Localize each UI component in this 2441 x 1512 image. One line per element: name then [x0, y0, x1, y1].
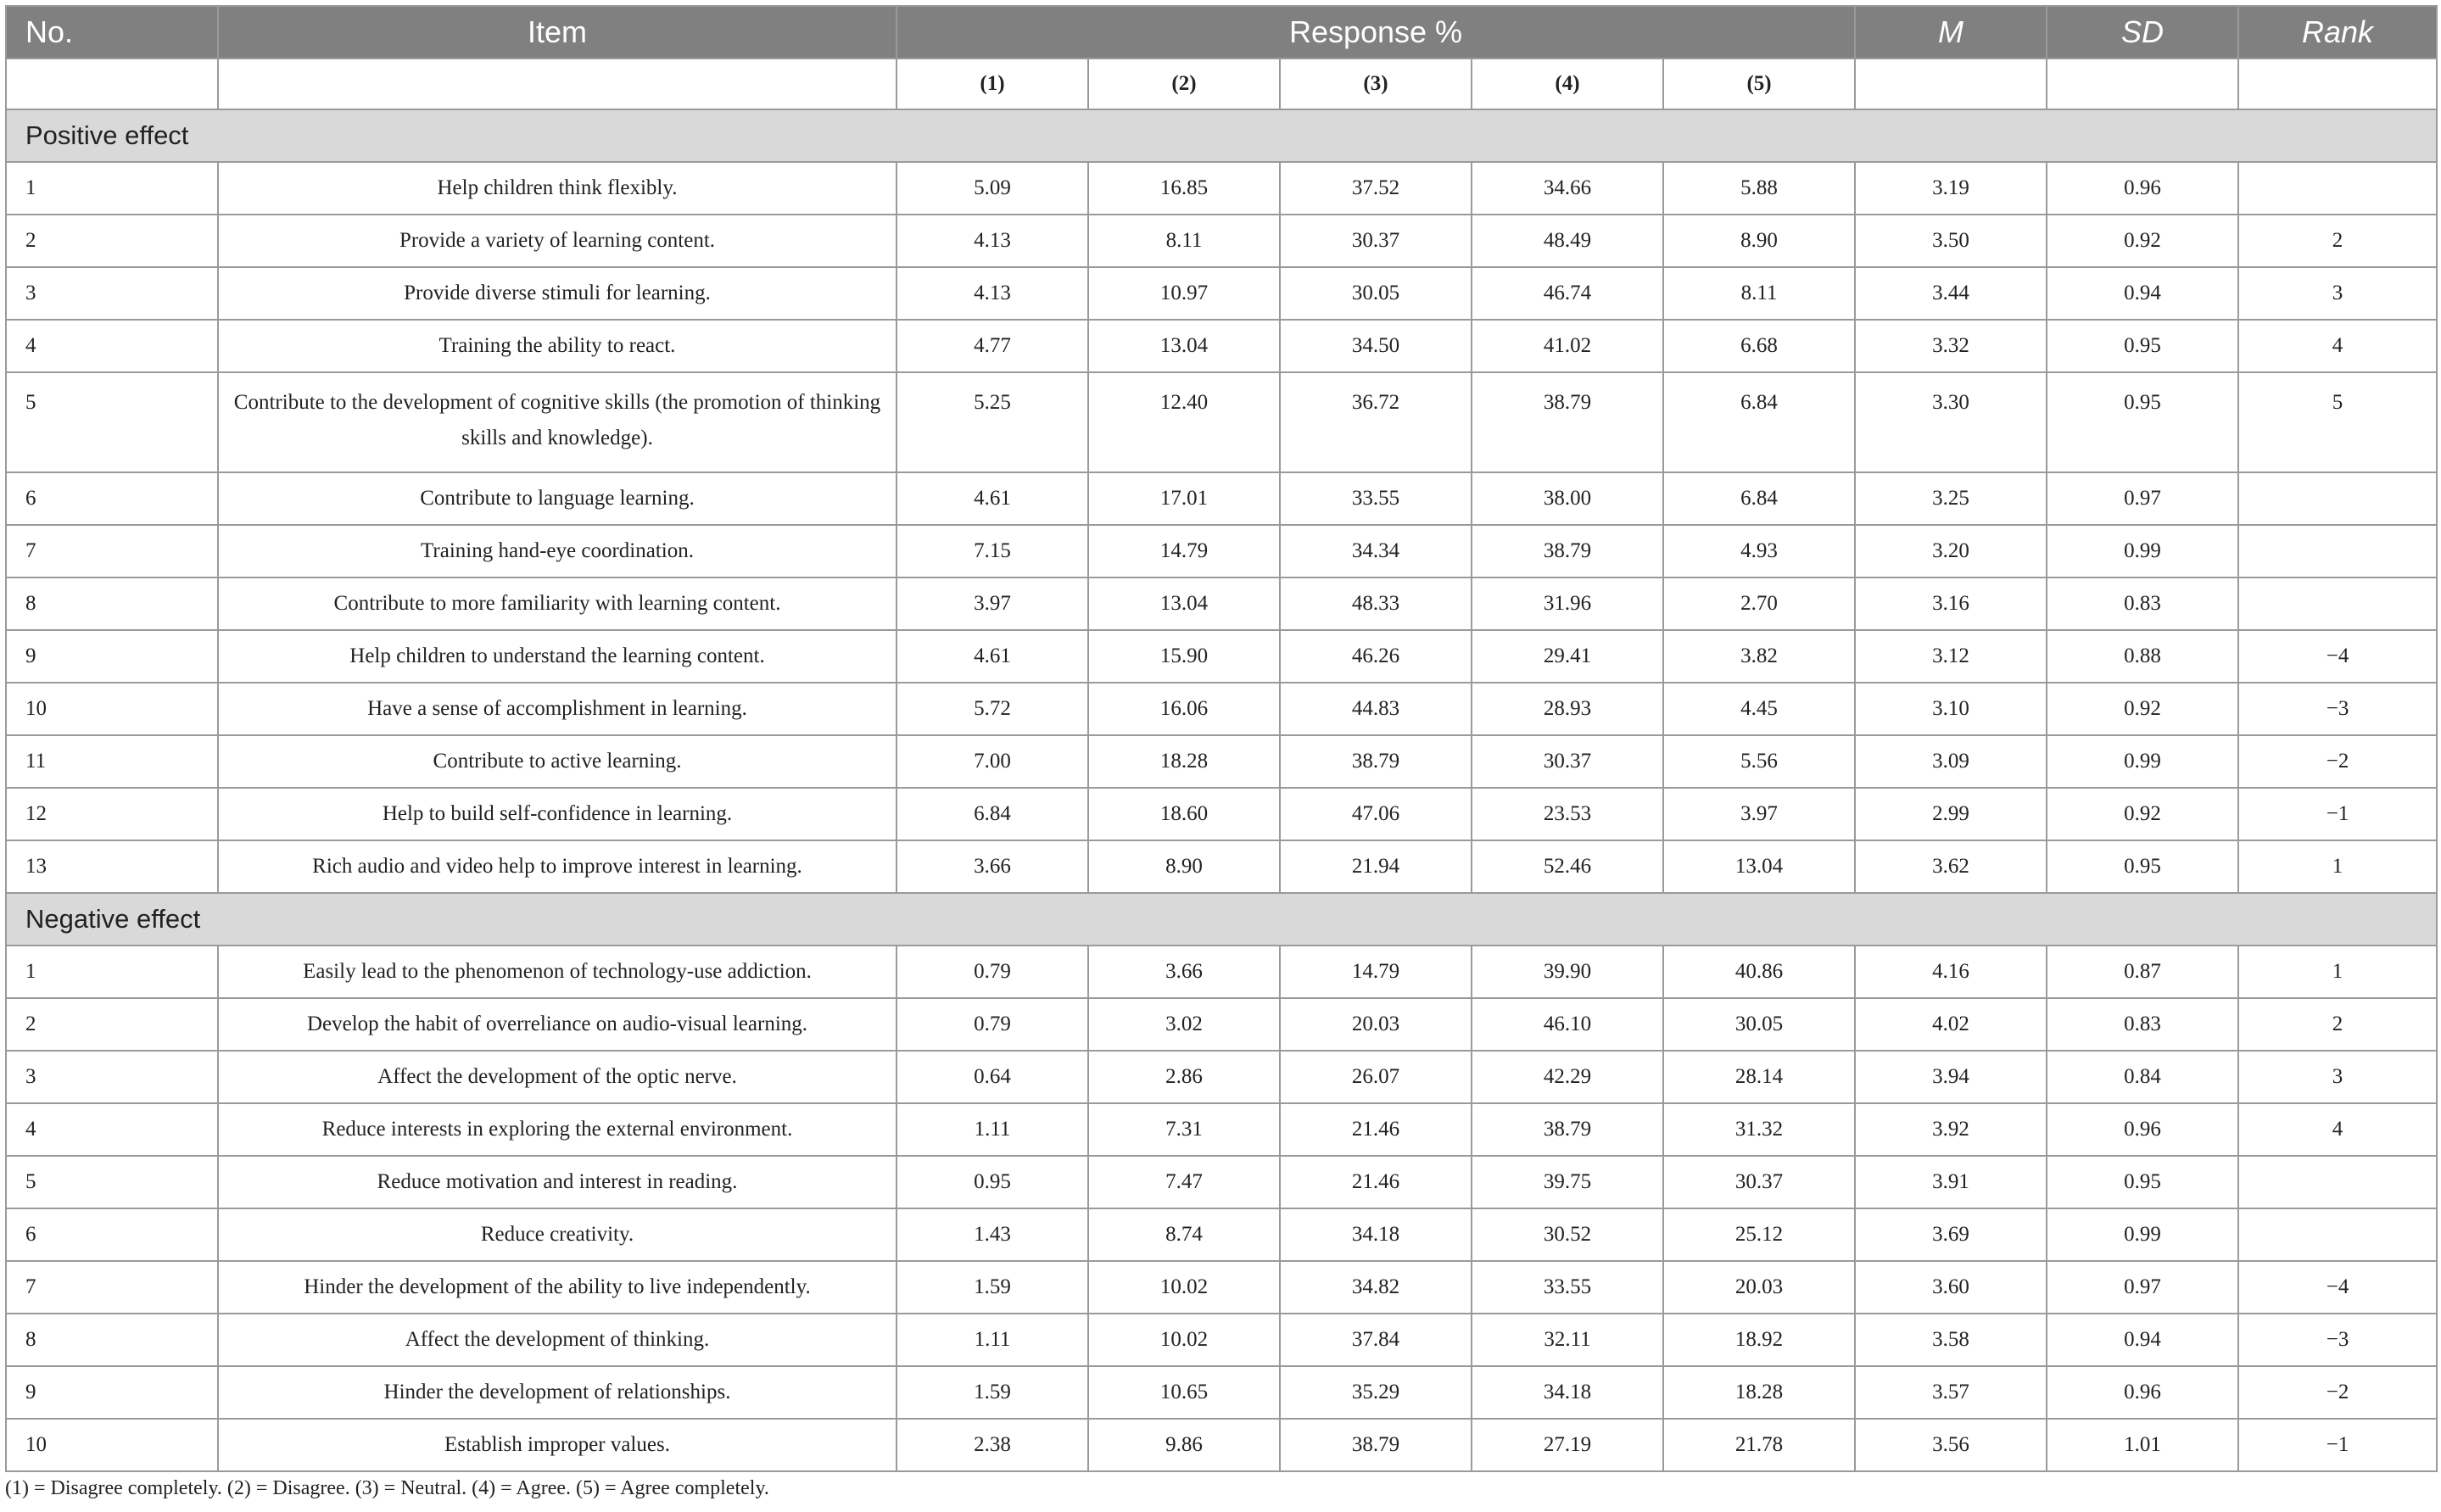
cell-response-4: 38.79 — [1472, 525, 1663, 577]
cell-response-4: 34.66 — [1472, 162, 1663, 215]
cell-item: Establish improper values. — [218, 1419, 897, 1471]
cell-sd: 0.95 — [2047, 1156, 2238, 1208]
subheader-empty — [1855, 59, 2047, 109]
cell-no: 6 — [6, 1208, 218, 1261]
table-row — [6, 735, 2437, 788]
subheader-2: (2) — [1088, 59, 1280, 109]
cell-response-3: 20.03 — [1280, 998, 1472, 1051]
cell-response-5: 8.90 — [1663, 215, 1855, 267]
subheader-row — [6, 59, 2437, 109]
cell-sd: 0.95 — [2047, 840, 2238, 893]
cell-sd: 0.96 — [2047, 1366, 2238, 1419]
cell-response-3: 34.50 — [1280, 320, 1472, 372]
cell-response-2: 8.74 — [1088, 1208, 1280, 1261]
cell-response-1: 4.61 — [897, 472, 1088, 525]
subheader-5: (5) — [1663, 59, 1855, 109]
cell-no: 10 — [6, 1419, 218, 1471]
cell-item: Contribute to more familiarity with learning content. — [218, 577, 897, 630]
cell-sd: 0.84 — [2047, 1051, 2238, 1103]
cell-mean: 3.19 — [1855, 162, 2047, 215]
cell-response-5: 40.86 — [1663, 946, 1855, 998]
cell-item: Contribute to active learning. — [218, 735, 897, 788]
cell-rank: −4 — [2238, 630, 2437, 683]
cell-sd: 0.95 — [2047, 372, 2238, 472]
cell-response-5: 30.05 — [1663, 998, 1855, 1051]
cell-response-1: 1.59 — [897, 1366, 1088, 1419]
cell-rank: −2 — [2238, 1366, 2437, 1419]
cell-no: 5 — [6, 1156, 218, 1208]
cell-response-1: 7.15 — [897, 525, 1088, 577]
cell-sd: 0.96 — [2047, 162, 2238, 215]
section-title: Positive effect — [6, 109, 2437, 162]
cell-no: 2 — [6, 215, 218, 267]
cell-response-3: 48.33 — [1280, 577, 1472, 630]
table-row — [6, 1156, 2437, 1208]
cell-response-2: 9.86 — [1088, 1419, 1280, 1471]
cell-response-4: 31.96 — [1472, 577, 1663, 630]
cell-response-2: 10.02 — [1088, 1314, 1280, 1366]
cell-no: 10 — [6, 683, 218, 735]
cell-no: 7 — [6, 1261, 218, 1314]
subheader-empty — [6, 59, 218, 109]
cell-mean: 3.92 — [1855, 1103, 2047, 1156]
cell-response-4: 34.18 — [1472, 1366, 1663, 1419]
cell-rank: 2 — [2238, 215, 2437, 267]
cell-response-5: 18.92 — [1663, 1314, 1855, 1366]
cell-sd: 0.92 — [2047, 788, 2238, 840]
cell-mean: 3.56 — [1855, 1419, 2047, 1471]
cell-sd: 0.97 — [2047, 1261, 2238, 1314]
cell-mean: 3.44 — [1855, 267, 2047, 320]
cell-response-1: 4.77 — [897, 320, 1088, 372]
cell-mean: 3.62 — [1855, 840, 2047, 893]
cell-response-5: 28.14 — [1663, 1051, 1855, 1103]
cell-response-1: 0.79 — [897, 946, 1088, 998]
table-row — [6, 162, 2437, 215]
cell-response-2: 16.06 — [1088, 683, 1280, 735]
cell-response-2: 13.04 — [1088, 577, 1280, 630]
cell-response-2: 18.28 — [1088, 735, 1280, 788]
cell-response-2: 17.01 — [1088, 472, 1280, 525]
cell-response-3: 46.26 — [1280, 630, 1472, 683]
table-body — [6, 109, 2437, 1471]
cell-response-2: 7.47 — [1088, 1156, 1280, 1208]
cell-mean: 3.25 — [1855, 472, 2047, 525]
cell-response-1: 7.00 — [897, 735, 1088, 788]
cell-response-5: 2.70 — [1663, 577, 1855, 630]
cell-mean: 3.09 — [1855, 735, 2047, 788]
cell-response-2: 16.85 — [1088, 162, 1280, 215]
cell-response-5: 4.45 — [1663, 683, 1855, 735]
cell-item: Reduce interests in exploring the external environment. — [218, 1103, 897, 1156]
table-row — [6, 630, 2437, 683]
cell-response-3: 30.05 — [1280, 267, 1472, 320]
cell-rank — [2238, 1208, 2437, 1261]
cell-mean: 4.16 — [1855, 946, 2047, 998]
cell-rank: 3 — [2238, 1051, 2437, 1103]
cell-response-3: 14.79 — [1280, 946, 1472, 998]
subheader-1: (1) — [897, 59, 1088, 109]
table-row — [6, 267, 2437, 320]
cell-rank: 4 — [2238, 1103, 2437, 1156]
cell-response-3: 21.94 — [1280, 840, 1472, 893]
section-header-row — [6, 109, 2437, 162]
subheader-4: (4) — [1472, 59, 1663, 109]
cell-response-1: 2.38 — [897, 1419, 1088, 1471]
table-row — [6, 1208, 2437, 1261]
cell-response-5: 25.12 — [1663, 1208, 1855, 1261]
table-row — [6, 215, 2437, 267]
cell-response-2: 13.04 — [1088, 320, 1280, 372]
cell-response-3: 37.52 — [1280, 162, 1472, 215]
cell-mean: 3.32 — [1855, 320, 2047, 372]
cell-rank: −1 — [2238, 788, 2437, 840]
cell-mean: 4.02 — [1855, 998, 2047, 1051]
cell-response-4: 46.10 — [1472, 998, 1663, 1051]
cell-sd: 0.94 — [2047, 267, 2238, 320]
cell-response-2: 2.86 — [1088, 1051, 1280, 1103]
cell-response-2: 8.90 — [1088, 840, 1280, 893]
cell-item: Affect the development of thinking. — [218, 1314, 897, 1366]
cell-no: 3 — [6, 1051, 218, 1103]
cell-no: 5 — [6, 372, 218, 472]
cell-item: Easily lead to the phenomenon of technology-use addiction. — [218, 946, 897, 998]
cell-response-3: 38.79 — [1280, 1419, 1472, 1471]
table-row — [6, 320, 2437, 372]
cell-no: 4 — [6, 320, 218, 372]
table-row — [6, 1261, 2437, 1314]
table-row — [6, 472, 2437, 525]
cell-response-3: 21.46 — [1280, 1103, 1472, 1156]
cell-response-1: 4.13 — [897, 267, 1088, 320]
cell-rank: 1 — [2238, 840, 2437, 893]
cell-item: Develop the habit of overreliance on audio-visual learning. — [218, 998, 897, 1051]
cell-response-4: 46.74 — [1472, 267, 1663, 320]
cell-response-5: 3.82 — [1663, 630, 1855, 683]
cell-sd: 0.92 — [2047, 683, 2238, 735]
cell-response-1: 0.64 — [897, 1051, 1088, 1103]
cell-response-4: 30.37 — [1472, 735, 1663, 788]
cell-response-1: 0.95 — [897, 1156, 1088, 1208]
cell-response-3: 38.79 — [1280, 735, 1472, 788]
cell-response-2: 8.11 — [1088, 215, 1280, 267]
cell-item: Reduce creativity. — [218, 1208, 897, 1261]
table-row — [6, 1103, 2437, 1156]
cell-response-4: 30.52 — [1472, 1208, 1663, 1261]
cell-mean: 3.12 — [1855, 630, 2047, 683]
cell-response-2: 10.97 — [1088, 267, 1280, 320]
cell-item: Provide a variety of learning content. — [218, 215, 897, 267]
cell-rank: −1 — [2238, 1419, 2437, 1471]
header-no: No. — [6, 6, 218, 59]
cell-response-4: 27.19 — [1472, 1419, 1663, 1471]
cell-mean: 3.10 — [1855, 683, 2047, 735]
cell-sd: 0.99 — [2047, 735, 2238, 788]
cell-response-1: 6.84 — [897, 788, 1088, 840]
cell-item: Provide diverse stimuli for learning. — [218, 267, 897, 320]
cell-sd: 0.95 — [2047, 320, 2238, 372]
cell-mean: 3.50 — [1855, 215, 2047, 267]
cell-response-4: 29.41 — [1472, 630, 1663, 683]
cell-response-1: 4.61 — [897, 630, 1088, 683]
cell-response-5: 5.88 — [1663, 162, 1855, 215]
cell-item: Help children think flexibly. — [218, 162, 897, 215]
cell-response-1: 5.09 — [897, 162, 1088, 215]
cell-response-5: 31.32 — [1663, 1103, 1855, 1156]
cell-response-3: 21.46 — [1280, 1156, 1472, 1208]
table-row — [6, 1419, 2437, 1471]
cell-response-2: 15.90 — [1088, 630, 1280, 683]
cell-sd: 0.83 — [2047, 577, 2238, 630]
cell-no: 3 — [6, 267, 218, 320]
table-row — [6, 372, 2437, 472]
cell-response-2: 12.40 — [1088, 372, 1280, 472]
cell-response-5: 20.03 — [1663, 1261, 1855, 1314]
cell-response-4: 41.02 — [1472, 320, 1663, 372]
subheader-empty — [218, 59, 897, 109]
cell-response-1: 1.11 — [897, 1103, 1088, 1156]
cell-sd: 0.83 — [2047, 998, 2238, 1051]
cell-mean: 3.20 — [1855, 525, 2047, 577]
cell-no: 9 — [6, 1366, 218, 1419]
cell-response-3: 26.07 — [1280, 1051, 1472, 1103]
cell-item: Training the ability to react. — [218, 320, 897, 372]
cell-response-5: 8.11 — [1663, 267, 1855, 320]
cell-item: Have a sense of accomplishment in learning. — [218, 683, 897, 735]
cell-no: 9 — [6, 630, 218, 683]
cell-response-1: 5.72 — [897, 683, 1088, 735]
cell-response-4: 38.00 — [1472, 472, 1663, 525]
cell-item: Reduce motivation and interest in reading. — [218, 1156, 897, 1208]
table-row — [6, 1314, 2437, 1366]
cell-no: 8 — [6, 1314, 218, 1366]
cell-sd: 0.94 — [2047, 1314, 2238, 1366]
cell-rank: 2 — [2238, 998, 2437, 1051]
table-row — [6, 998, 2437, 1051]
cell-response-1: 1.43 — [897, 1208, 1088, 1261]
cell-no: 2 — [6, 998, 218, 1051]
cell-response-2: 7.31 — [1088, 1103, 1280, 1156]
cell-response-3: 33.55 — [1280, 472, 1472, 525]
cell-response-5: 6.84 — [1663, 472, 1855, 525]
cell-response-5: 30.37 — [1663, 1156, 1855, 1208]
cell-mean: 3.94 — [1855, 1051, 2047, 1103]
cell-rank — [2238, 472, 2437, 525]
cell-item: Help to build self-confidence in learning. — [218, 788, 897, 840]
table-row — [6, 840, 2437, 893]
table-container — [5, 5, 2436, 1472]
cell-no: 8 — [6, 577, 218, 630]
cell-response-5: 3.97 — [1663, 788, 1855, 840]
table-row — [6, 1051, 2437, 1103]
cell-response-1: 4.13 — [897, 215, 1088, 267]
cell-response-4: 32.11 — [1472, 1314, 1663, 1366]
section-header-row — [6, 893, 2437, 946]
cell-response-4: 23.53 — [1472, 788, 1663, 840]
cell-sd: 0.99 — [2047, 525, 2238, 577]
cell-response-2: 3.02 — [1088, 998, 1280, 1051]
cell-rank — [2238, 1156, 2437, 1208]
table-row — [6, 683, 2437, 735]
cell-no: 11 — [6, 735, 218, 788]
subheader-empty — [2238, 59, 2437, 109]
cell-response-2: 18.60 — [1088, 788, 1280, 840]
cell-response-1: 3.97 — [897, 577, 1088, 630]
cell-rank: −3 — [2238, 683, 2437, 735]
cell-response-3: 37.84 — [1280, 1314, 1472, 1366]
cell-response-1: 1.11 — [897, 1314, 1088, 1366]
header-item: Item — [218, 6, 897, 59]
cell-rank: −2 — [2238, 735, 2437, 788]
cell-no: 13 — [6, 840, 218, 893]
cell-sd: 1.01 — [2047, 1419, 2238, 1471]
cell-response-5: 18.28 — [1663, 1366, 1855, 1419]
cell-response-4: 38.79 — [1472, 372, 1663, 472]
cell-item: Training hand-eye coordination. — [218, 525, 897, 577]
header-sd: SD — [2047, 6, 2238, 59]
cell-mean: 3.69 — [1855, 1208, 2047, 1261]
table-row — [6, 1366, 2437, 1419]
cell-response-5: 13.04 — [1663, 840, 1855, 893]
cell-response-4: 38.79 — [1472, 1103, 1663, 1156]
cell-response-4: 42.29 — [1472, 1051, 1663, 1103]
cell-response-4: 28.93 — [1472, 683, 1663, 735]
table-row — [6, 525, 2437, 577]
cell-mean: 3.58 — [1855, 1314, 2047, 1366]
cell-sd: 0.96 — [2047, 1103, 2238, 1156]
header-rank: Rank — [2238, 6, 2437, 59]
cell-no: 4 — [6, 1103, 218, 1156]
cell-response-1: 3.66 — [897, 840, 1088, 893]
cell-response-1: 5.25 — [897, 372, 1088, 472]
cell-rank: −3 — [2238, 1314, 2437, 1366]
footnote: (1) = Disagree completely. (2) = Disagree. (3) = Neutral. (4) = Agree. (5) = Agree completely. — [5, 1477, 769, 1499]
header-response: Response % — [897, 6, 1855, 59]
cell-item: Hinder the development of the ability to live independently. — [218, 1261, 897, 1314]
cell-response-5: 6.68 — [1663, 320, 1855, 372]
cell-no: 7 — [6, 525, 218, 577]
cell-rank: 1 — [2238, 946, 2437, 998]
cell-response-4: 33.55 — [1472, 1261, 1663, 1314]
cell-response-4: 39.90 — [1472, 946, 1663, 998]
cell-sd: 0.97 — [2047, 472, 2238, 525]
cell-mean: 2.99 — [1855, 788, 2047, 840]
table-row — [6, 577, 2437, 630]
table-row — [6, 788, 2437, 840]
cell-response-5: 6.84 — [1663, 372, 1855, 472]
header-row — [6, 6, 2437, 59]
subheader-empty — [2047, 59, 2238, 109]
cell-rank: −4 — [2238, 1261, 2437, 1314]
cell-sd: 0.87 — [2047, 946, 2238, 998]
cell-item: Affect the development of the optic nerve. — [218, 1051, 897, 1103]
cell-response-3: 47.06 — [1280, 788, 1472, 840]
cell-rank — [2238, 577, 2437, 630]
cell-response-3: 36.72 — [1280, 372, 1472, 472]
cell-response-5: 21.78 — [1663, 1419, 1855, 1471]
cell-response-1: 0.79 — [897, 998, 1088, 1051]
survey-table — [5, 5, 2438, 1472]
cell-response-2: 10.65 — [1088, 1366, 1280, 1419]
header-m: M — [1855, 6, 2047, 59]
cell-response-2: 14.79 — [1088, 525, 1280, 577]
section-title: Negative effect — [6, 893, 2437, 946]
cell-mean: 3.57 — [1855, 1366, 2047, 1419]
cell-rank: 3 — [2238, 267, 2437, 320]
cell-response-3: 34.18 — [1280, 1208, 1472, 1261]
subheader-3: (3) — [1280, 59, 1472, 109]
cell-sd: 0.92 — [2047, 215, 2238, 267]
table-row — [6, 946, 2437, 998]
cell-response-3: 34.34 — [1280, 525, 1472, 577]
cell-sd: 0.88 — [2047, 630, 2238, 683]
cell-item: Contribute to language learning. — [218, 472, 897, 525]
cell-mean: 3.16 — [1855, 577, 2047, 630]
cell-mean: 3.30 — [1855, 372, 2047, 472]
cell-rank: 4 — [2238, 320, 2437, 372]
cell-item: Rich audio and video help to improve interest in learning. — [218, 840, 897, 893]
cell-response-1: 1.59 — [897, 1261, 1088, 1314]
cell-mean: 3.60 — [1855, 1261, 2047, 1314]
cell-response-5: 5.56 — [1663, 735, 1855, 788]
cell-response-3: 35.29 — [1280, 1366, 1472, 1419]
cell-item: Contribute to the development of cognitive skills (the promotion of thinking skills and knowledge). — [218, 372, 897, 472]
cell-response-2: 3.66 — [1088, 946, 1280, 998]
cell-no: 12 — [6, 788, 218, 840]
cell-rank — [2238, 162, 2437, 215]
cell-rank — [2238, 525, 2437, 577]
cell-response-4: 39.75 — [1472, 1156, 1663, 1208]
cell-no: 6 — [6, 472, 218, 525]
cell-response-3: 44.83 — [1280, 683, 1472, 735]
cell-mean: 3.91 — [1855, 1156, 2047, 1208]
cell-no: 1 — [6, 946, 218, 998]
cell-item: Hinder the development of relationships. — [218, 1366, 897, 1419]
cell-response-3: 30.37 — [1280, 215, 1472, 267]
cell-rank: 5 — [2238, 372, 2437, 472]
cell-item: Help children to understand the learning content. — [218, 630, 897, 683]
cell-response-5: 4.93 — [1663, 525, 1855, 577]
cell-response-4: 48.49 — [1472, 215, 1663, 267]
cell-response-4: 52.46 — [1472, 840, 1663, 893]
cell-response-3: 34.82 — [1280, 1261, 1472, 1314]
cell-response-2: 10.02 — [1088, 1261, 1280, 1314]
cell-sd: 0.99 — [2047, 1208, 2238, 1261]
cell-no: 1 — [6, 162, 218, 215]
